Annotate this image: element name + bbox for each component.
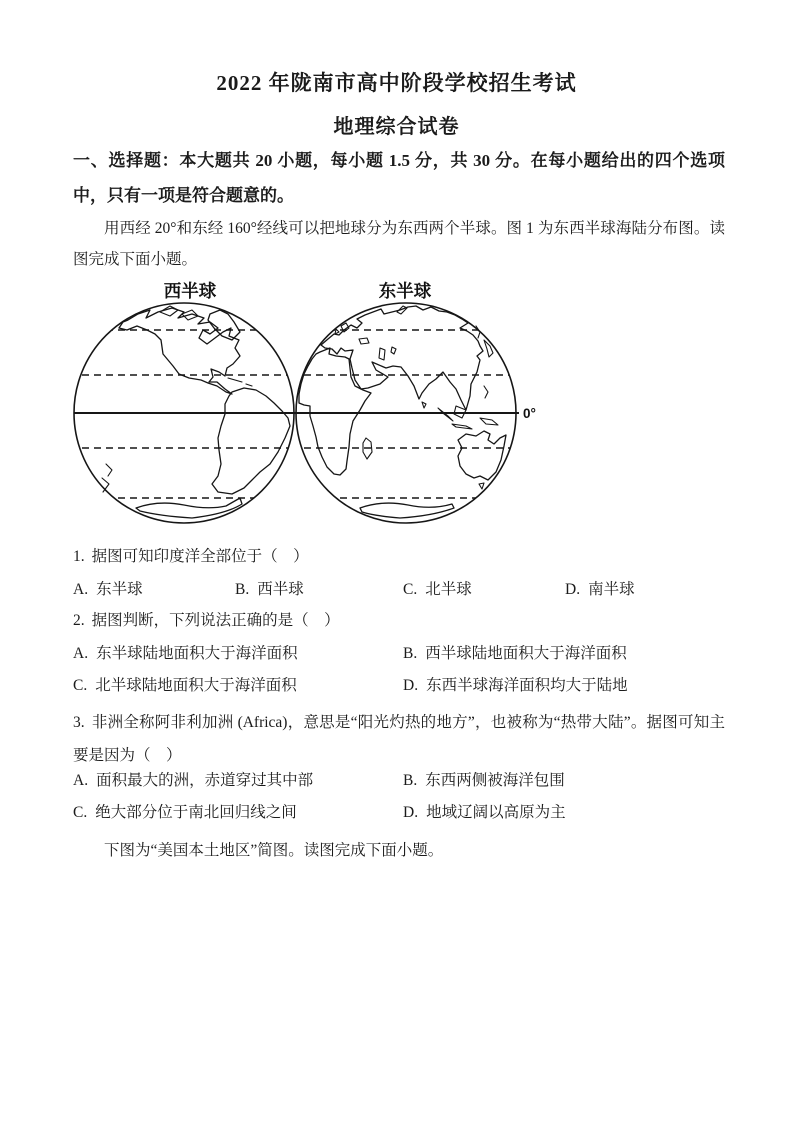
question-1-option-a: A. 东半球 bbox=[73, 581, 143, 598]
aral-sea-outline bbox=[391, 347, 396, 354]
tasmania-outline bbox=[479, 483, 484, 489]
south-america-outline bbox=[212, 388, 290, 494]
question-3-option-c: C. 绝大部分位于南北回归线之间 bbox=[73, 804, 297, 821]
equator-label: 0° bbox=[523, 406, 536, 421]
question-2-options-row-2 bbox=[73, 675, 735, 697]
question-3-option-d: D. 地域辽阔以高原为主 bbox=[403, 804, 566, 821]
question-1-stem: 据图可知印度洋全部位于（ ） bbox=[91, 548, 309, 565]
question-2-number: 2. bbox=[73, 612, 85, 629]
question-1-option-c: C. 北半球 bbox=[403, 581, 472, 598]
question-1-options bbox=[73, 579, 735, 601]
caspian-sea-outline bbox=[379, 348, 385, 360]
page-title: 2022 年陇南市高中阶段学校招生考试 bbox=[216, 71, 577, 95]
question-3-number: 3. bbox=[73, 714, 85, 731]
sri-lanka-outline bbox=[422, 402, 426, 408]
hemisphere-figure bbox=[60, 268, 600, 558]
caribbean-islands-outline bbox=[228, 378, 252, 386]
antarctica-east-outline bbox=[360, 503, 454, 518]
east-hemisphere-label: 东半球 bbox=[378, 281, 432, 301]
question-3-options-row-2 bbox=[73, 802, 735, 824]
question-1-option-b: B. 西半球 bbox=[235, 581, 304, 598]
black-sea-outline bbox=[359, 338, 369, 344]
west-hemisphere-label: 西半球 bbox=[163, 281, 217, 301]
question-2-options-row-1 bbox=[73, 643, 735, 665]
question-2-option-d: D. 东西半球海洋面积均大于陆地 bbox=[403, 677, 628, 694]
africa-outline bbox=[299, 348, 371, 475]
question-3-stem: 非洲全称阿非利加洲 (Africa)，意思是“阳光灼热的地方”，也被称为“热带大陆”。据图可知主要是因为（ ） bbox=[73, 714, 725, 764]
hemisphere-map-svg bbox=[60, 268, 600, 558]
question-2-text bbox=[73, 610, 733, 632]
greenland-outline bbox=[208, 310, 240, 340]
page-subtitle: 地理综合试卷 bbox=[333, 116, 460, 138]
intro-paragraph: 用西经 20°和东经 160°经线可以把地球分为东西两个半球。图 1 为东西半球海陆分布图。读图完成下面小题。 bbox=[73, 220, 725, 268]
question-3-option-a: A. 面积最大的洲，赤道穿过其中部 bbox=[73, 772, 314, 789]
question-3-options-row-1 bbox=[73, 770, 735, 792]
question-3-option-b: B. 东西两侧被海洋包围 bbox=[403, 772, 565, 789]
indonesia-islands-outline bbox=[438, 406, 472, 429]
question-2-option-a: A. 东半球陆地面积大于海洋面积 bbox=[73, 645, 298, 662]
question-1-number: 1. bbox=[73, 548, 85, 565]
question-1-option-d: D. 南半球 bbox=[565, 581, 635, 598]
question-2-stem: 据图判断，下列说法正确的是（ ） bbox=[91, 612, 340, 629]
question-2-option-b: B. 西半球陆地面积大于海洋面积 bbox=[403, 645, 627, 662]
question-3-text bbox=[73, 706, 725, 772]
question-2-option-c: C. 北半球陆地面积大于海洋面积 bbox=[73, 677, 297, 694]
new-guinea-outline bbox=[480, 418, 498, 425]
section-heading: 一、选择题：本大题共 20 小题，每小题 1.5 分，共 30 分。在每小题给出的四个选项中，只有一项是符合题意的。 bbox=[73, 151, 725, 205]
question-1-text bbox=[73, 546, 733, 568]
novaya-zemlya-outline bbox=[397, 306, 407, 314]
north-america-outline bbox=[119, 308, 240, 394]
next-figure-note: 下图为“美国本土地区”简图。读图完成下面小题。 bbox=[104, 842, 444, 859]
philippines-outline bbox=[484, 386, 488, 398]
